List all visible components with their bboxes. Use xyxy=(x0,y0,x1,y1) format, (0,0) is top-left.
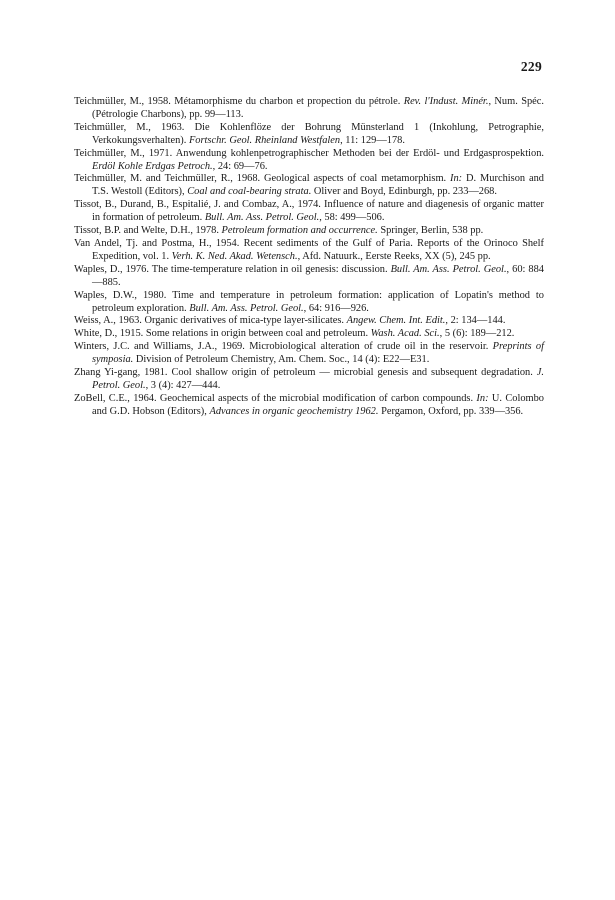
book-title: Advances in organic geochemistry 1962. xyxy=(209,405,379,417)
reference-text: , 11: 129—178. xyxy=(340,134,405,146)
reference-entry xyxy=(74,225,544,238)
reference-text: Teichmüller, M., 1963. Die Kohlenflöze der Bohrung Münsterland 1 (Inkohlung, Petrographie, Verkokungsverhalten). xyxy=(74,121,544,146)
reference-entry xyxy=(74,199,544,225)
journal-title: Preprints of symposia. xyxy=(92,341,544,366)
reference-text: , 5 (6): 189—212. xyxy=(439,328,515,340)
reference-text: D. Murchison and T.S. Westoll (Editors), xyxy=(92,173,544,198)
reference-entry xyxy=(74,148,544,174)
journal-title: Rev. l'Indust. Minér. xyxy=(403,96,489,107)
reference-text: Van Andel, Tj. and Postma, H., 1954. Recent sediments of the Gulf of Paria. Reports of the Orinoco Shelf Expedition, vol. 1. xyxy=(74,237,544,262)
reference-text: White, D., 1915. Some relations in origin between coal and petroleum. xyxy=(74,328,371,340)
reference-text: ZoBell, C.E., 1964. Geochemical aspects of the microbial modification of carbon compounds. xyxy=(74,392,477,404)
reference-entry xyxy=(74,122,544,148)
reference-entry xyxy=(74,290,544,316)
in-marker: In: xyxy=(450,173,463,185)
reference-text: Waples, D.W., 1980. Time and temperature in petroleum formation: application of Lopatin's method to petroleum exploration. xyxy=(74,289,544,314)
reference-text: Springer, Berlin, 538 pp. xyxy=(377,225,484,237)
reference-text: , Num. Spéc. (Pétrologie Charbons), pp. 99—113. xyxy=(92,96,544,120)
reference-text: Teichmüller, M. and Teichmüller, R., 1968. Geological aspects of coal metamorphism. xyxy=(74,173,451,185)
reference-text: Waples, D., 1976. The time-temperature relation in oil genesis: discussion. xyxy=(74,263,391,275)
book-title: Petroleum formation and occurrence. xyxy=(221,225,378,237)
reference-text: Oliver and Boyd, Edinburgh, pp. 233—268. xyxy=(311,186,497,198)
reference-text: , 2: 134—144. xyxy=(445,315,506,327)
journal-title: Angew. Chem. Int. Edit. xyxy=(346,315,446,327)
reference-entry xyxy=(74,238,544,264)
journal-title: Wash. Acad. Sci. xyxy=(370,328,440,340)
reference-entry xyxy=(74,341,544,367)
reference-text: Winters, J.C. and Williams, J.A., 1969. Microbiological alteration of crude oil in the reservoir. xyxy=(74,341,493,353)
journal-title: Verh. K. Ned. Akad. Wetensch. xyxy=(171,250,298,262)
reference-text: , 58: 499—506. xyxy=(319,212,385,224)
journal-title: Fortschr. Geol. Rheinland Westfalen xyxy=(188,134,341,146)
reference-text: U. Colombo and G.D. Hobson (Editors), xyxy=(92,392,544,417)
in-marker: In: xyxy=(476,392,489,404)
reference-text: , Afd. Natuurk., Eerste Reeks, XX (5), 245 pp. xyxy=(297,250,491,262)
reference-text: , 64: 916—926. xyxy=(303,302,369,314)
reference-entry xyxy=(74,367,544,393)
reference-entry xyxy=(74,315,544,328)
reference-entry xyxy=(74,173,544,199)
reference-text: Tissot, B., Durand, B., Espitalié, J. and Combaz, A., 1974. Influence of nature and diagenesis of organic matter in formation of petroleum. xyxy=(74,199,544,224)
reference-entry xyxy=(74,328,544,341)
reference-entry xyxy=(74,264,544,290)
reference-text: , 3 (4): 427—444. xyxy=(145,379,221,391)
book-title: Coal and coal-bearing strata. xyxy=(187,186,312,198)
journal-title: Bull. Am. Ass. Petrol. Geol. xyxy=(390,263,507,275)
reference-entry xyxy=(74,96,544,122)
journal-title: Bull. Am. Ass. Petrol. Geol. xyxy=(204,212,320,224)
page-number: 229 xyxy=(520,59,542,74)
journal-title: Bull. Am. Ass. Petrol. Geol. xyxy=(189,302,304,314)
journal-title: J. Petrol. Geol. xyxy=(92,367,544,391)
reference-text: Division of Petroleum Chemistry, Am. Chem. Soc., 14 (4): E22—E31. xyxy=(133,354,430,366)
reference-text: Weiss, A., 1963. Organic derivatives of mica-type layer-silicates. xyxy=(74,315,347,327)
reference-text: Teichmüller, M., 1958. Métamorphisme du charbon et propection du pétrole. xyxy=(74,96,404,107)
reference-entry xyxy=(74,393,544,419)
reference-text: Tissot, B.P. and Welte, D.H., 1978. xyxy=(74,225,222,237)
journal-title: Erdöl Kohle Erdgas Petroch. xyxy=(92,160,213,172)
reference-text: , 24: 69—76. xyxy=(212,160,268,172)
reference-text: , 60: 884—885. xyxy=(92,263,544,288)
reference-list xyxy=(74,96,544,419)
reference-text: Zhang Yi-gang, 1981. Cool shallow origin of petroleum — microbial genesis and subsequent degradation. xyxy=(74,367,537,379)
reference-text: Teichmüller, M., 1971. Anwendung kohlenpetrographischer Methoden bei der Erdöl- und Erdgasprospektion. xyxy=(74,147,544,159)
reference-text: Pergamon, Oxford, pp. 339—356. xyxy=(378,405,524,417)
